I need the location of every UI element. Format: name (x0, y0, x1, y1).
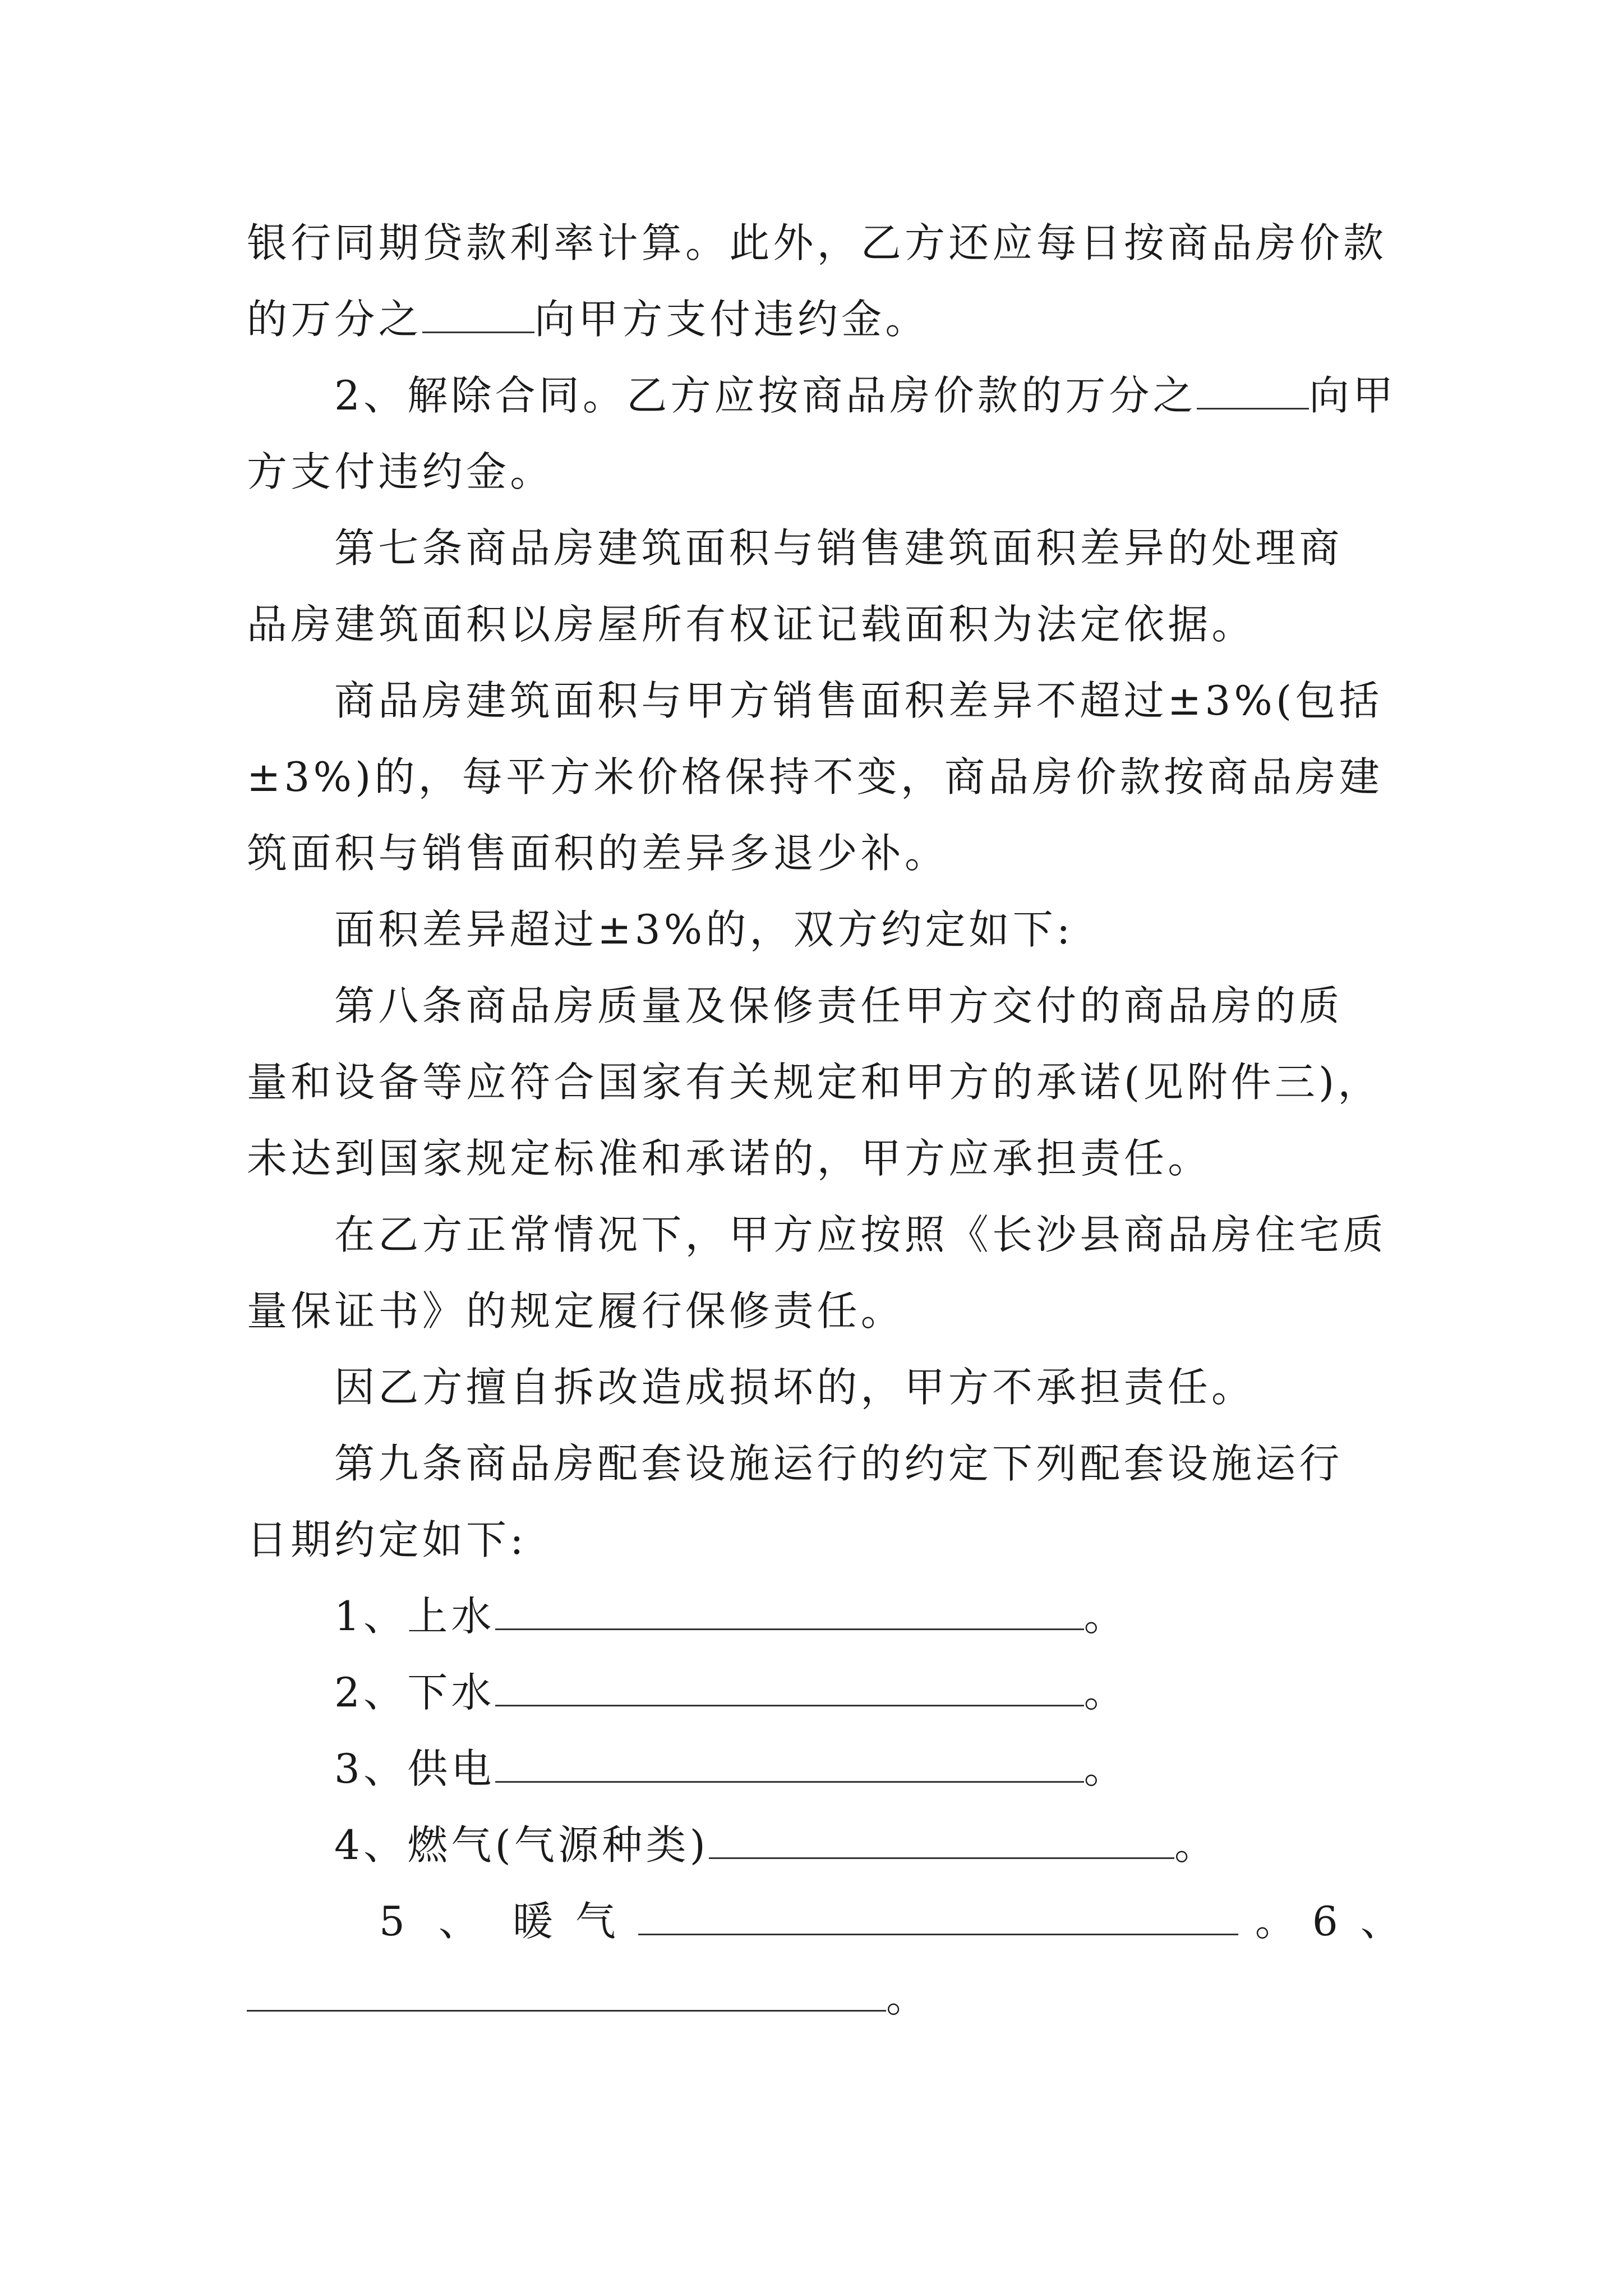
text: 的万分之 (247, 296, 422, 343)
text-line (247, 752, 1383, 802)
text-line (334, 370, 1396, 421)
text-line (247, 447, 554, 497)
text: 3、供电 (334, 1745, 495, 1792)
text: 。 (1083, 1669, 1128, 1716)
list-item-other (247, 1972, 930, 2023)
text: 在乙方正常情况下，甲方应按照《长沙县商品房住宅质 (334, 1211, 1387, 1258)
text: 第七条商品房建筑面积与销售建筑面积差异的处理商 (334, 524, 1343, 572)
text: 2、解除合同。乙方应按商品房价款的万分之 (334, 372, 1197, 419)
text: 因乙方擅自拆改造成损坏的，甲方不承担责任。 (334, 1364, 1256, 1411)
section-heading (334, 523, 1343, 573)
text: 1、上水 (334, 1593, 495, 1640)
text: 气 (575, 1898, 616, 1945)
text: 未达到国家规定标准和承诺的，甲方应承担责任。 (247, 1135, 1212, 1182)
fill-in-blank[interactable] (495, 1596, 1084, 1630)
text-line (247, 218, 1387, 268)
text-line (247, 1057, 1382, 1107)
text: 、 (1360, 1898, 1401, 1945)
text: 。 (1255, 1898, 1295, 1945)
text: 量保证书》的规定履行保修责任。 (247, 1287, 905, 1335)
text-line (247, 1286, 905, 1336)
text: 。 (1174, 1821, 1219, 1869)
fill-in-blank[interactable] (709, 1825, 1174, 1859)
text: 银行同期贷款利率计算。此外，乙方还应每日按商品房价款 (247, 219, 1387, 266)
fill-in-blank[interactable] (1197, 375, 1309, 409)
fill-in-blank[interactable] (495, 1749, 1084, 1783)
text-line (247, 599, 1256, 650)
text: 。 (1083, 1593, 1128, 1640)
text-line (247, 1515, 527, 1565)
text: 日期约定如下: (247, 1516, 527, 1563)
text: 。 (1083, 1745, 1128, 1792)
section-heading (334, 1438, 1343, 1489)
text: 第八条商品房质量及保修责任甲方交付的商品房的质 (334, 982, 1343, 1029)
text: 向甲方支付违约金。 (534, 296, 929, 343)
text: 筑面积与销售面积的差异多退少补。 (247, 830, 949, 877)
fill-in-blank[interactable] (495, 1672, 1084, 1706)
text: 4、燃气(气源种类) (334, 1821, 709, 1869)
text: 。 (886, 1974, 930, 2021)
text-line (334, 1362, 1255, 1412)
text-line (247, 828, 948, 878)
text-line (247, 294, 929, 344)
text: 方支付违约金。 (247, 448, 554, 495)
fill-in-blank[interactable] (247, 1977, 886, 2012)
text: 量和设备等应符合国家有关规定和甲方的承诺(见附件三)， (247, 1059, 1382, 1106)
list-item-water-supply (334, 1591, 1128, 1641)
list-item-power (334, 1743, 1128, 1794)
text: 5 (379, 1898, 405, 1945)
text: 6 (1312, 1898, 1338, 1945)
fill-in-blank[interactable] (638, 1901, 1238, 1935)
text-line (334, 904, 1073, 955)
text: 面积差异超过±3%的，双方约定如下: (334, 906, 1074, 953)
text: 品房建筑面积以房屋所有权证记载面积为法定依据。 (247, 601, 1256, 648)
text: 、 (438, 1898, 479, 1945)
text: 第九条商品房配套设施运行的约定下列配套设施运行 (334, 1440, 1343, 1487)
text: ±3%)的，每平方米价格保持不变，商品房价款按商品房建 (247, 753, 1384, 800)
text: 向甲 (1308, 372, 1397, 419)
text-line (334, 1209, 1387, 1260)
fill-in-blank[interactable] (422, 299, 534, 333)
list-item-heating (379, 1896, 1401, 1947)
text: 2、下水 (334, 1669, 495, 1716)
text-line (247, 1133, 1211, 1184)
text-line (334, 675, 1383, 726)
list-item-drainage (334, 1667, 1128, 1718)
text: 商品房建筑面积与甲方销售面积差异不超过±3%(包括 (334, 677, 1383, 724)
text: 暖 (512, 1898, 553, 1945)
section-heading (334, 981, 1343, 1031)
list-item-gas (334, 1820, 1218, 1870)
